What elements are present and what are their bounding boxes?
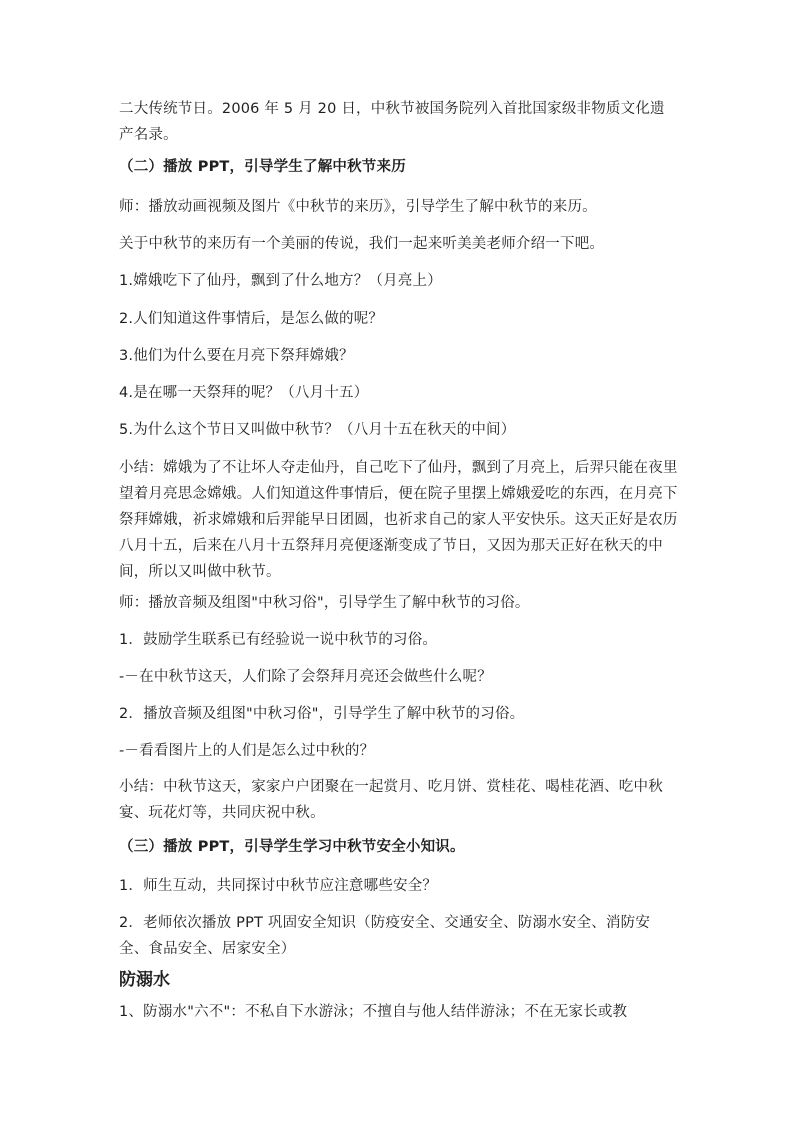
question-1: 1.嫦娥吃下了仙丹，飘到了什么地方？（月亮上） [119,273,442,289]
list-item-customs-1: 1．鼓励学生联系已有经验说一说中秋节的习俗。 [119,632,438,648]
question-3: 3.他们为什么要在月亮下祭拜嫦娥？ [119,348,354,364]
summary-customs: 小结：中秋节这天，家家户户团聚在一起赏月、吃月饼、赏桂花、喝桂花酒、吃中秋宴、玩花灯等，共同庆祝中秋。 [119,779,663,821]
prompt-customs-question: -－在中秋节这天，人们除了会祭拜月亮还会做些什么呢？ [119,669,492,685]
prompt-pictures-question: -－看看图片上的人们是怎么过中秋的？ [119,743,375,759]
section-heading-safety: （三）播放 PPT，引导学生学习中秋节安全小知识。 [119,839,465,855]
paragraph-legend-intro: 关于中秋节的来历有一个美丽的传说，我们一起来听美美老师介绍一下吧。 [119,236,605,252]
paragraph-teacher-customs: 师：播放音频及组图"中秋习俗"，引导学生了解中秋节的习俗。 [119,595,530,611]
paragraph-drowning-rules: 1、防溺水"六不"：不私自下水游泳；不擅自与他人结伴游泳；不在无家长或教 [119,1004,628,1020]
heading-drowning-prevention: 防溺水 [119,970,170,990]
paragraph-teacher-video: 师：播放动画视频及图片《中秋节的来历》，引导学生了解中秋节的来历。 [119,199,597,215]
list-item-safety-1: 1．师生互动，共同探讨中秋节应注意哪些安全？ [119,878,438,894]
question-5: 5.为什么这个节日又叫做中秋节？（八月十五在秋天的中间） [119,422,516,438]
paragraph-festival-heritage: 二大传统节日。2006 年 5 月 20 日，中秋节被国务院列入首批国家级非物质文化遗产名录。 [119,101,665,143]
question-2: 2.人们知道这件事情后，是怎么做的呢？ [119,311,384,327]
question-4: 4.是在哪一天祭拜的呢？（八月十五） [119,385,369,401]
list-item-customs-2: 2．播放音频及组图"中秋习俗"，引导学生了解中秋节的习俗。 [119,706,525,722]
section-heading-origin: （二）播放 PPT，引导学生了解中秋节来历 [119,159,406,175]
list-item-safety-2: 2．老师依次播放 PPT 巩固安全知识（防疫安全、交通安全、防溺水安全、消防安全、食品安全、居家安全） [119,915,651,957]
summary-legend: 小结：嫦娥为了不让坏人夺走仙丹，自己吃下了仙丹，飘到了月亮上，后羿只能在夜里望着月亮思念嫦娥。人们知道这件事情后，便在院子里摆上嫦娥爱吃的东西，在月亮下祭拜嫦娥，祈求嫦娥和后羿能早日团圆，也祈求自己的家人平安快乐。这天正好是农历八月十五，后来在八月十五祭拜月亮便逐渐变成了节日，又因为那天正好在秋天的中间，所以又叫做中秋节。 [119,460,678,580]
